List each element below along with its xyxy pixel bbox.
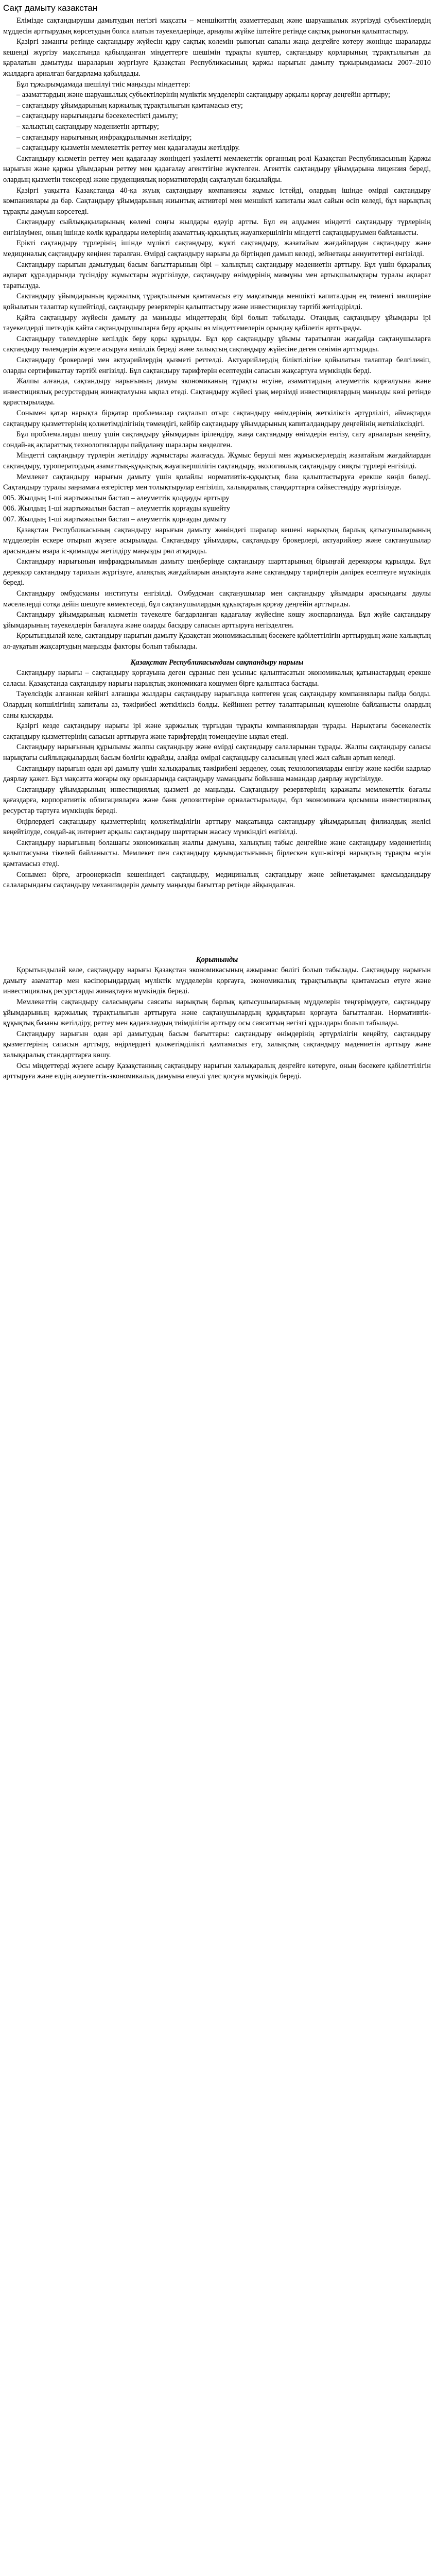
paragraph: Ерікті сақтандыру түрлерінің ішінде мүлікті сақтандыру, жүкті сақтандыру, жазатайым жағдайлардан сақтандыру және медициналық сақтандыру кеңінен таралған. Өмірді сақтандыру нарығы да біртіндеп дамып келеді, зейнетақы аннуитеттері енгізілді. — [3, 239, 431, 259]
paragraph: Осы міндеттерді жүзеге асыру Қазақстанның сақтандыру нарығын халықаралық деңгейге көтеруге, оның бәсекеге қабілеттілігін арттыруға және елдің әлеуметтік-экономикалық дамуына елеулі үлес қосуға мүмкіндік береді. — [3, 1061, 431, 1081]
paragraph: Сақтандыру нарығының құрылымы жалпы сақтандыру және өмірді сақтандыру салаларынан тұрады. Жалпы сақтандыру саласы нарықтағы сыйлықақылардың басым бөлігін құрайды, алайда өмірді сақтандыру саласының үлесі жыл сайын артып келеді. — [3, 743, 431, 762]
list-item: 005. Жылдың 1-ші жартыжылын бастап – әлеуметтік қолдауды арттыру — [3, 494, 230, 502]
paragraph: Сақтандыру қызметін реттеу мен қадағалау жөніндегі уәкілетті мемлекеттік органның рөлі Қазақстан Республикасының Қаржы нарығын және қаржы ұйымдарын реттеу мен қадағалау агенттігіне жүктелген. Агенттік сақтандыру ұйымдарына лицензия береді, олардың қызметін тексереді және пруденциялық нормативтердің сақталуын бақылайды. — [3, 154, 431, 184]
section-gap — [3, 891, 431, 955]
paragraph: Мемлекеттің сақтандыру саласындағы саясаты нарықтың барлық қатысушыларының мүдделерін теңгерімдеуге, сақтандыру ұйымдарының қаржылық тұрақтылығын арттыруға және сақтанушылардың құқықтарын қорғауға бағытталған. Нормативтік-құқықтық базаны жетілдіру, реттеу мен қадағалаудың тиімділігін арттыру осы саясаттың негізгі құралдары болып табылады. — [3, 998, 431, 1028]
section-conclusion — [3, 955, 431, 1082]
paragraph: Қазіргі заманғы ретінде сақтандыру жүйесін құру сақтық көлемін рыногын сапалы жаңа деңгейге көтеру жөнінде шараларды кешенді жүргізу мақсатында қабылданған міндеттерге шешімін тұрақты күштер, сақтандыру қорларының тұрақтылығын да қаралатын дамытуды шараларын жүргізуге Қазақстан Республикасының қаржы нарығын дамыту тұжырымдамасы 2007–2010 жылдарға арналған бағдарлама қабылдады. — [3, 38, 431, 78]
paragraph: Тәуелсіздік алғаннан кейінгі алғашқы жылдары сақтандыру нарығында көптеген ұсақ сақтандыру компаниялары пайда болды. Олардың көпшілігінің капиталы аз, тәжірибесі жеткіліксіз болды. Кейіннен реттеу талаптарының күшеюіне байланысты олардың саны қысқарды. — [3, 690, 431, 720]
paragraph: Қорытындылай келе, сақтандыру нарығы Қазақстан экономикасының ажырамас бөлігі болып табылады. Сақтандыру нарығын дамыту азаматтар мен кәсіпорындардың мүліктік мүдделерін қорғауға, экономикалық тұрақтылықты қамтамасыз етуге және инвестициялық ресурстарды жинақтауға мүмкіндік береді. — [3, 966, 431, 996]
paragraph: Сақтандыру нарығын дамытудың басым бағыттарының бірі – халықтың сақтандыру мәдениетін арттыру. Бұл үшін бұқаралық ақпарат құралдарында түсіндіру жұмыстары жүргізілуде, сақтандыру өнімдерінің мазмұны мен артықшылықтары туралы ақпарат таратылуда. — [3, 260, 431, 290]
section-gap — [3, 652, 431, 657]
paragraph: Міндетті сақтандыру түрлерін жетілдіру жұмыстары жалғасуда. Жұмыс беруші мен жұмыскерлердің жазатайым жағдайлардан сақтандыру, туроператордың азаматтық-құқықтық жауапкершілігін сақтандыру, экологиялық сақтандыру сияқты түрлері енгізілді. — [3, 451, 431, 470]
list-line: – азаматтардың және шаруашылық субъектілерінің мүліктік мүдделерін сақтандыру арқылы қорғау деңгейін арттыру; — [16, 91, 391, 99]
paragraph: Қайта сақтандыру жүйесін дамыту да маңызды міндеттердің бірі болып табылады. Отандық сақтандыру ұйымдары ірі тәуекелдерді шетелдік қайта сақтандырушыларға беру арқылы өз міндеттемелерін орындау қабілетін арттырады. — [3, 313, 431, 333]
section-insurance-market — [3, 657, 431, 891]
section-heading: Қорытынды — [196, 955, 238, 964]
document-page — [0, 0, 436, 1103]
section-heading: Қазақстан Республикасындағы сақтандыру нарығы — [130, 658, 304, 667]
section-goals — [3, 15, 431, 154]
paragraph: Сақтандыру ұйымдарының қаржылық тұрақтылығын қамтамасыз ету мақсатында меншікті капиталдың ең төменгі мөлшеріне қойылатын талаптар күшейтілді, сақтандыру резервтерін қалыптастыру және инвестициялау тәртібі жетілдірілді. — [3, 292, 431, 312]
paragraph: Сақтандыру ұйымдарының қызметін тәуекелге бағдарланған қадағалау жүйесіне көшу жоспарлануда. Бұл жүйе сақтандыру ұйымдарының тәуекелдерін бағалауға және оларды басқару сапасын арттыруға негізделген. — [3, 611, 431, 630]
list-line: – сақтандыру ұйымдарының қаржылық тұрақтылығын қамтамасыз ету; — [16, 101, 243, 110]
paragraph: Сақтандыру нарығының инфрақұрылымын дамыту шеңберінде сақтандыру шарттарының бірыңғай дерекқоры құрылды. Бұл дерекқор сақтандыру тарихын жүргізуге, алаяқтық жағдайларын анықтауға және сақтандыру тарифтерін дәлірек есептеуге мүмкіндік береді. — [3, 557, 431, 587]
paragraph: Сақтандыру нарығы – сақтандыру қорғауына деген сұраныс пен ұсыныс қалыптасатын экономикалық қатынастардың ерекше саласы. Қазақстанда сақтандыру нарығы нарықтық экономикаға көшумен бірге қалыптаса бастады. — [3, 669, 431, 688]
paragraph: Сақтандыру омбудсманы институты енгізілді. Омбудсман сақтанушылар мен сақтандыру ұйымдары арасындағы даулы мәселелерді сотқа дейін шешуге көмектеседі, бұл сақтанушылардың құқықтарын қорғау деңгейін арттырады. — [3, 589, 431, 608]
list-line: – сақтандыру нарығындағы бәсекелестікті дамыту; — [16, 112, 178, 121]
paragraph: Қорытындылай келе, сақтандыру нарығын дамыту Қазақстан экономикасының бәсекеге қабілеттілігін арттырудың және халықтың әл-ауқатын жақсартудың маңызды факторы болып табылады. — [3, 632, 431, 651]
paragraph: Жалпы алғанда, сақтандыру нарығының дамуы экономиканың тұрақты өсуіне, азаматтардың әлеуметтік қорғалуына және инвестициялық ресурстардың жинақталуына ықпал етеді. Сақтандыру жүйесі ұзақ мерзімді инвестициялардың маңызды көзі ретінде қарастырылады. — [3, 377, 431, 407]
list-line: – сақтандыру нарығының инфрақұрылымын жетілдіру; — [16, 133, 192, 142]
paragraph: Сақтандыру нарығының болашағы экономиканың жалпы дамуына, халықтың табыс деңгейіне және сақтандыру мәдениетінің қалыптасуына тікелей байланысты. Мемлекет пен сақтандыру қауымдастығының бірлескен күш-жігері нарықтың тұрақты өсуін қамтамасыз етеді. — [3, 838, 431, 868]
paragraph: Сақтандыру нарығын одан әрі дамыту үшін халықаралық тәжірибені зерделеу, озық технологияларды енгізу және кәсіби кадрлар даярлау қажет. Бұл мақсатта жоғары оқу орындарында сақтандыру мамандығы бойынша мамандар даярлау жүргізілуде. — [3, 764, 431, 784]
paragraph: Мемлекет сақтандыру нарығын дамыту үшін қолайлы нормативтік-құқықтық база қалыптастыруға ерекше көңіл бөледі. Сақтандыру туралы заңнамаға өзгерістер мен толықтырулар енгізіліп, халықаралық стандарттарға сәйкестендіру жүргізілуде. — [3, 472, 431, 492]
paragraph: Қазіргі кезде сақтандыру нарығы ірі және қаржылық тұрғыдан тұрақты компаниялардан тұрады. Нарықтағы бәсекелестік сақтандыру қызметтерінің сапасын арттыруға және тарифтердің төмендеуіне ықпал етеді. — [3, 722, 431, 741]
paragraph: Сақтандыру сыйлықақыларының көлемі соңғы жылдары едәуір артты. Бұл ең алдымен міндетті сақтандыру түрлерінің енгізілуімен, оның ішінде көлік құралдары иелерінің азаматтық-құқықтық жауапкершілігін міндетті сақтандыруымен байланысты. — [3, 218, 431, 237]
paragraph: Сақтандыру ұйымдарының инвестициялық қызметі де маңызды. Сақтандыру резервтерінің қаражаты мемлекеттік бағалы қағаздарға, корпоративтік облигацияларға және банк депозиттеріне орналастырылады, бұл экономикаға қосымша инвестициялық ресурстар тартуға мүмкіндік береді. — [3, 785, 431, 815]
paragraph: Елімізде сақтандырушы дамытудың негізгі мақсаты – меншікиттің әзаметтердың және шаруашылык жургізуді субъектілердің мүддесін арттырудың көрсетудың болса алатын тәуекелдерінде, арнаулы жүйке іштейте ретінде сақтық рыногын қалыптастыру. — [3, 16, 431, 36]
paragraph: Сонымен бірге, агроөнеркәсіп кешеніндегі сақтандыру, медициналық сақтандыру және зейнетақымен қамсыздандыру салаларындағы сақтандыру механизмдерін дамыту маңызды бағыттар ретінде айқындалған. — [3, 870, 431, 890]
paragraph: Бұл тұжырымдамада шешілуі тиіс маңызды міндеттер: — [16, 80, 190, 89]
paragraph: Сонымен қатар нарықта бірқатар проблемалар сақталып отыр: сақтандыру өнімдерінің жеткіліксіз әртүрлілігі, аймақтарда сақтандыру қызметтерінің қолжетімділігінің төмендігі, кейбір сақтандыру ұйымдарының капиталдандыру деңгейінің жеткіліксіздігі. — [3, 409, 431, 428]
list-item: 007. Жылдың 1-ші жартыжылын бастап – әлеуметтік қорғауды дамыту — [3, 515, 227, 523]
paragraph: Қазіргі уақытта Қазақстанда 40-қа жуық сақтандыру компаниясы жұмыс істейді, олардың ішінде өмірді сақтандыру компаниялары да бар. Сақтандыру ұйымдарының жиынтық активтері мен меншікті капиталы жыл сайын өсіп келеді, бұл нарықтың тұрақты дамуын көрсетеді. — [3, 186, 431, 216]
paragraph: Қазақстан Республикасының сақтандыру нарығын дамыту жөніндегі шаралар кешені нарықтың барлық қатысушыларының мүдделерін ескере отырып жүзеге асырылады. Сақтандыру ұйымдары, сақтандыру брокерлері, актуарийлер және сақтанушылар арасындағы өзара іс-қимылды жетілдіру маңызды рөл атқарады. — [3, 526, 431, 555]
paragraph: Өңірлердегі сақтандыру қызметтерінің қолжетімділігін арттыру мақсатында сақтандыру ұйымдарының филиалдық желісі кеңейтілуде, сондай-ақ интернет арқылы сақтандыру шарттарын жасасу мүмкіндігі енгізілді. — [3, 817, 431, 837]
paragraph: Сақтандыру төлемдеріне кепілдік беру қоры құрылды. Бұл қор сақтандыру ұйымы таратылған жағдайда сақтанушыларға сақтандыру төлемдерін жүзеге асыруға кепілдік береді және халықтың сақтандыру жүйесіне деген сенімін арттырады. — [3, 334, 431, 354]
list-item: 006. Жылдың 1-ші жартыжылын бастап – әлеуметтік қорғауды күшейту — [3, 504, 231, 513]
section-development — [3, 154, 431, 652]
list-line: – сақтандыру қызметін мемлекеттік реттеу мен қадағалауды жетілдіру. — [16, 144, 240, 152]
document-title: Сақт дамыту казакстан — [3, 3, 98, 13]
paragraph: Сақтандыру нарығын одан әрі дамытудың басым бағыттары: сақтандыру өнімдерінің әртүрлілігін кеңейту, сақтандыру қызметтерінің сапасын арттыру, өңірлердегі қолжетімділікті қамтамасыз ету, халықтың сақтандыру мәдениетін арттыру және халықаралық стандарттарға көшу. — [3, 1029, 431, 1060]
list-line: – халықтың сақтандыру мәдениетін арттыру; — [16, 122, 159, 131]
paragraph: Сақтандыру брокерлері мен актуарийлердің қызметі реттелді. Актуарийлердің біліктілігіне қойылатын талаптар белгіленіп, оларды сертификаттау тәртібі енгізілді. Бұл сақтандыру тарифтерін есептеудің сапасын жақсартуға мүмкіндік берді. — [3, 356, 431, 375]
paragraph: Бұл проблемаларды шешу үшін сақтандыру ұйымдарын ірілендіру, жаңа сақтандыру өнімдерін енгізу, сату арналарын кеңейту, сондай-ақ ақпараттық технологияларды пайдалану шаралары көзделген. — [3, 430, 431, 449]
